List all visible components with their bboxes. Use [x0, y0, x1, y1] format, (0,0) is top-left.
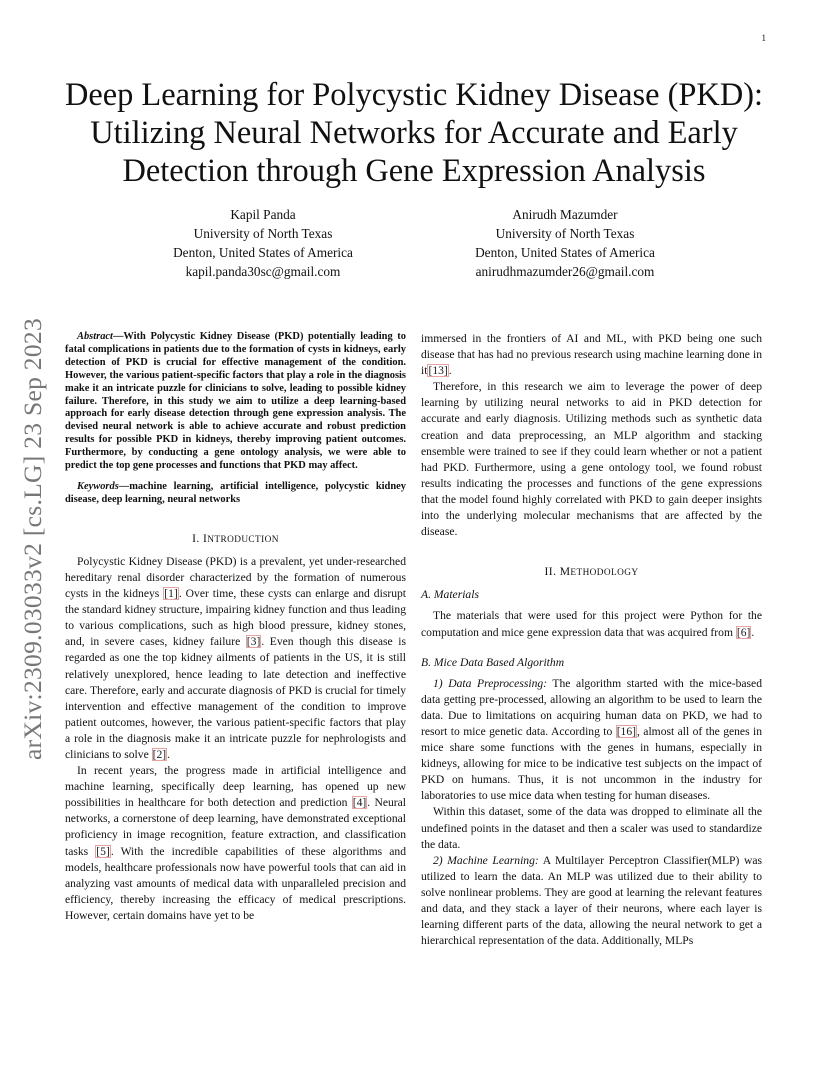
author-affiliation: University of North Texas	[193, 226, 333, 241]
text-run: , almost all of the genes in mice share some functions with the genes in humans, especially in kidneys, allowing for mice to be indicative test subjects on the impact of PKD on humans. Thus, it is not uncommon in the industry for laboratories to use mice data when testing for human diseases.	[421, 724, 763, 803]
citation-link[interactable]: [3]	[246, 635, 261, 649]
right-column	[421, 331, 762, 949]
intro-paragraph-4: Therefore, in this research we aim to leverage the power of deep learning by utilizing neural networks to aid in PKD detection for accurate and early diagnosis. Utilizing methods such as synthetic data creation and data preprocessing, an MLP algorithm and stacking ensemble were trained to see if they could learn whether or not a patient had PKD. Furthermore, using a gene ontology tool, we found robust results indicating the processes and functions of the gene expressions that the model found highly correlated with PKD to gain deeper insights into the underlying molecular mechanisms that are affected by the disease.	[421, 380, 762, 539]
text-run: Polycystic Kidney Disease (PKD) is a prevalent, yet under-researched hereditary renal disorder characterized by the formation of numerous cysts in the kidneys	[65, 554, 406, 601]
intro-paragraph-3	[421, 331, 762, 379]
text-run: . Neural networks, a cornerstone of deep learning, have demonstrated exceptional proficiency in image recognition, feature extraction, and classification tasks	[65, 796, 406, 858]
section-numeral: II.	[544, 565, 557, 579]
subsection-heading-materials: A. Materials	[421, 588, 479, 602]
abstract	[65, 331, 406, 473]
keywords-text: —machine learning, artificial intelligence, polycystic kidney disease, deep learning, neural networks	[65, 480, 406, 505]
citation-link[interactable]: [13]	[428, 364, 448, 378]
subsection-heading-mice-data: B. Mice Data Based Algorithm	[421, 655, 565, 669]
intro-paragraph-1	[65, 554, 406, 763]
citation-link[interactable]: [5]	[96, 844, 110, 858]
text-run: . Even though this disease is regarded as one the top kidney ailments of patients in the US, it is still relatively unexplored, hence leading to late detection and ineffective care. Therefore, early and accurate diagnosis of PKD is crucial for timely intervention and effective management of the condition to improve patient outcomes, however, the various patient-specific factors that play a role in the diagnosis make it an intricate puzzle for nephrologists and clinicians to solve	[65, 635, 406, 761]
paragraph-heading: 2) Machine Learning:	[433, 853, 539, 867]
intro-paragraph-2	[65, 763, 406, 924]
author-name: Kapil Panda	[230, 207, 296, 222]
abstract-label: Abstract	[77, 331, 113, 342]
preprocessing-paragraph	[421, 676, 762, 805]
author-location: Denton, United States of America	[173, 245, 353, 260]
arxiv-identifier: arXiv:2309.03033v2 [cs.LG] 23 Sep 2023	[18, 317, 47, 760]
citation-link[interactable]: [16]	[616, 724, 637, 738]
text-run: The materials that were used for this project were Python for the computation and mice gene expression data that was acquired from	[421, 609, 762, 639]
author-email: kapil.panda30sc@gmail.com	[185, 264, 341, 279]
text-run: .	[448, 364, 452, 378]
text-run: .	[751, 625, 755, 639]
text-run: . With the incredible capabilities of these algorithms and models, healthcare professionals now have powerful tools that can aid in analyzing vast amounts of medical data with unparalleled precision and efficiency, thereby increasing the efficacy of medical prescriptions. However, certain domains have yet to be	[65, 844, 406, 922]
section-heading-initial: M	[559, 565, 571, 579]
citation-link[interactable]: [4]	[352, 796, 367, 810]
section-heading-initial: I	[203, 531, 208, 545]
text-run: A Multilayer Perceptron Classifier(MLP) was utilized to learn the data. An MLP was utilized due to their ability to solve nonlinear problems. They are good at learning the relevant features and data, and they stack a layer of their neurons, where each layer is learning different parts of the data, allowing the neural network to get a hierarchical representation of the data. Additionally, MLPs	[421, 853, 762, 948]
machine-learning-paragraph	[421, 853, 762, 950]
citation-link[interactable]: [1]	[164, 587, 178, 601]
data-drop-paragraph: Within this dataset, some of the data was dropped to eliminate all the undefined points in the dataset and then a scaler was used to standardize the data.	[421, 805, 762, 851]
author-email: anirudhmazumder26@gmail.com	[475, 264, 655, 279]
author-block-1	[133, 205, 393, 281]
section-heading-methodology	[421, 564, 762, 581]
abstract-text: —With Polycystic Kidney Disease (PKD) potentially leading to fatal complications in patients due to the formation of cysts in kidneys, early detection of PKD is crucial for effective management of the condition. However, the various patient-specific factors that play a role in the diagnosis make it an intricate puzzle for clinicians to solve, leading to possible kidney failure. Therefore, in this study we aim to utilize a deep learning-based approach for early disease detection through gene expression analysis. The devised neural network is able to achieve accurate and robust prediction results for possible PKD in kidneys, thereby improving patient outcomes. Furthermore, by conducting a gene ontology analysis, we were able to predict the top gene processes and functions that PKD may affect.	[65, 331, 406, 472]
paragraph-heading: 1) Data Preprocessing:	[433, 676, 548, 690]
page-number: 1	[761, 33, 766, 43]
text-run: In recent years, the progress made in artificial intelligence and machine learning, specifically deep learning, has opened up new possibilities in healthcare for both detection and prediction	[65, 764, 406, 810]
keywords	[65, 481, 406, 507]
section-numeral: I.	[192, 531, 200, 545]
section-heading-rest: ETHODOLOGY	[570, 568, 639, 579]
citation-link[interactable]: [2]	[152, 748, 167, 761]
citation-link[interactable]: [6]	[736, 625, 751, 639]
text-run: .	[167, 748, 171, 761]
author-affiliation: University of North Texas	[495, 226, 635, 241]
section-heading-rest: NTRODUCTION	[207, 534, 279, 545]
author-block-2	[435, 205, 695, 281]
left-column	[65, 331, 406, 924]
section-heading-introduction	[65, 531, 406, 548]
keywords-label: Keywords	[77, 480, 119, 492]
text-run: . Over time, these cysts can enlarge and disrupt the standard kidney structure, impairing kidney function and thus leading to various complications, such as high blood pressure, kidney stones, and, in severe cases, kidney failure	[65, 587, 407, 649]
author-location: Denton, United States of America	[475, 245, 655, 260]
text-run: The algorithm started with the mice-based data getting pre-processed, allowing an algorithm to be used to learn the data. Due to limitations on acquiring human data on PKD, we had to resort to mice genetic data. According to	[421, 676, 762, 738]
text-run: immersed in the frontiers of AI and ML, with PKD being one such disease that has had no previous research using machine learning done in it	[421, 332, 762, 378]
author-name: Anirudh Mazumder	[512, 207, 618, 222]
materials-paragraph	[421, 608, 762, 640]
paper-title: Deep Learning for Polycystic Kidney Disease (PKD): Utilizing Neural Networks for Accurate and Early Detection through Gene Expression Analysis	[64, 77, 763, 189]
